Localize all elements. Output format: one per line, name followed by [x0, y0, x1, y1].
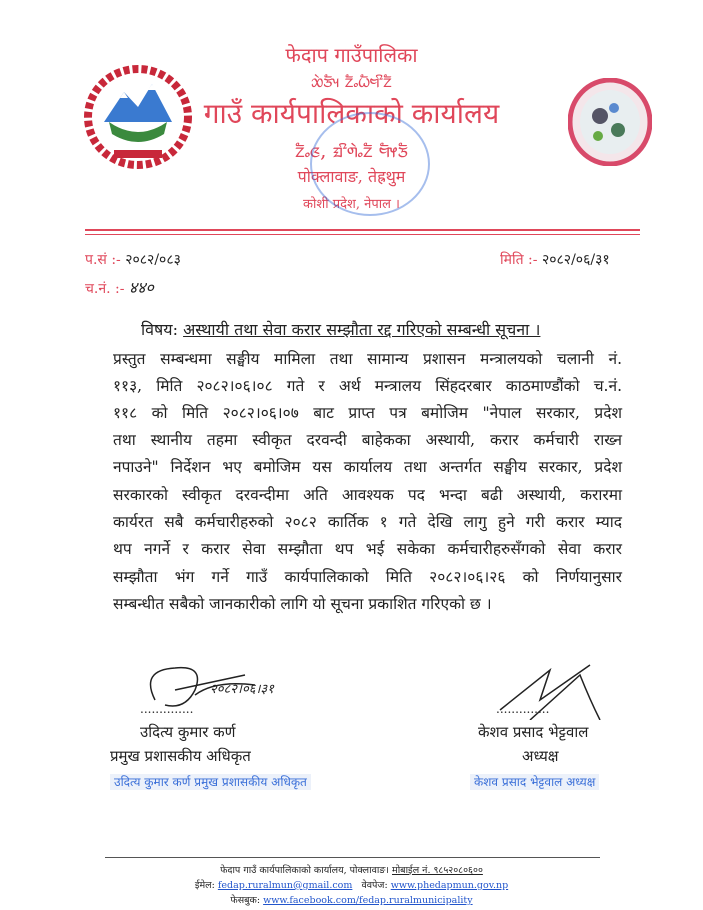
org-name: फेदाप गाउँपालिका — [285, 43, 418, 67]
office-title-limbu: ᤁᤠᤱᤜ, ᤀᤡᤛᤧᤱᤁᤠ ᤗᤠᤶᤍᤠ — [295, 138, 408, 162]
signature-left — [110, 660, 350, 810]
signature-right — [470, 660, 670, 810]
office-seal — [310, 112, 430, 216]
body-line: सम्झौता भंग गर्ने गाउँ कार्यपालिकाको मिति २०८२।०६।२६ को निर्णयानुसार — [113, 568, 622, 586]
footer-facebook — [0, 894, 703, 907]
web-label: वेवपेज: — [361, 880, 388, 891]
letter-date — [500, 250, 610, 269]
footer-mobile: मोबाईल नं. ९८५२०८०६०० — [392, 865, 483, 876]
patra-sankhya-label: प.सं :- — [85, 252, 121, 268]
email-label: ईमेल: — [194, 880, 215, 891]
chalani-label: च.नं. :- — [85, 281, 125, 297]
body-line: प्रस्तुत सम्बन्धमा सङ्घीय मामिला तथा सामान्य प्रशासन मन्त्रालयको चलानी नं. — [113, 350, 622, 368]
name-stamp: उदित्य कुमार कर्ण प्रमुख प्रशासकीय अधिकृत — [110, 774, 311, 790]
body-line: सरकारको स्वीकृत दरवन्दीमा अति आवश्यक पद भन्दा बढी अस्थायी, करारमा — [113, 486, 622, 504]
email-link[interactable]: fedap.ruralmun@gmail.com — [217, 880, 353, 891]
body-line: थप नगर्ने र करार सेवा सम्झौता थप भई सकेका कर्मचारीहरुसँगको सेवा करार — [113, 540, 622, 558]
signatory-name: उदित्य कुमार कर्ण — [140, 723, 236, 741]
patra-sankhya-value: २०८२/०८३ — [125, 252, 181, 268]
patra-sankhya — [85, 250, 181, 269]
name-stamp: केशव प्रसाद भेट्टवाल अध्यक्ष — [470, 774, 599, 790]
date-value: २०८२/०६/३१ — [541, 252, 610, 268]
signature-dots: .............. — [496, 702, 550, 716]
body-line: कार्यरत सबै कर्मचारीहरुको २०८२ कार्तिक १ गते देखि लागु हुने गरी करार म्याद — [113, 513, 622, 531]
chalani-number — [85, 276, 154, 298]
body-line: नपाउने" निर्देशन भए बमोजिम यस कार्यालय तथा अन्तर्गत सङ्घीय सरकार, प्रदेश — [113, 458, 622, 476]
facebook-label: फेसबुक: — [230, 895, 261, 906]
subject-text: अस्थायी तथा सेवा करार सम्झौता रद्द गरिएको सम्बन्धी सूचना । — [183, 320, 541, 339]
body-line: ११८ को मिति २०८२।०६।०७ बाट प्राप्त पत्र बमोजिम "नेपाल सरकार, प्रदेश — [113, 404, 622, 422]
province: कोशी प्रदेश, नेपाल । — [303, 197, 400, 212]
footer-divider — [105, 857, 600, 858]
date-label: मिति :- — [500, 252, 538, 268]
facebook-link[interactable]: www.facebook.com/fedap.ruralmunicipality — [263, 895, 473, 906]
header-divider-top — [85, 229, 640, 231]
signatory-title: अध्यक्ष — [522, 747, 559, 765]
subject-label: विषय: — [141, 320, 178, 339]
address: पोक्लावाङ, तेह्रथुम — [297, 167, 406, 186]
footer-office: फेदाप गाउँ कार्यपालिकाको कार्यालय, पोक्लावाङ। — [220, 865, 389, 876]
org-name-limbu: ᤑᤧᤍᤠᤵ ᤁᤠᤱᤐᤠᤗᤡᤁᤠ — [311, 71, 392, 92]
signature-dots: .............. — [140, 702, 194, 716]
handwritten-date: २०८२।०६।३१ — [210, 682, 274, 697]
body-line: सम्बन्धीत सबैको जानकारीको लागि यो सूचना प्रकाशित गरिएको छ । — [113, 595, 492, 613]
signatory-name: केशव प्रसाद भेट्टवाल — [478, 723, 589, 741]
website-link[interactable]: www.phedapmun.gov.np — [390, 880, 509, 891]
signatory-title: प्रमुख प्रशासकीय अधिकृत — [110, 747, 251, 765]
body-line: ११३, मिति २०८२।०६।०८ गते र अर्थ मन्त्रालय सिंहदरबार काठमाण्डौंको च.नं. — [113, 377, 622, 395]
subject-line — [141, 318, 540, 340]
body-line: तथा स्थानीय तहमा स्वीकृत दरवन्दी बाहेकका अस्थायी, करार कर्मचारी राख्न — [113, 431, 622, 449]
office-title: गाउँ कार्यपालिकाको कार्यालय — [203, 97, 500, 130]
header-divider-bottom — [85, 234, 640, 235]
footer-contact — [0, 879, 703, 892]
chalani-value: ४४० — [128, 278, 154, 297]
footer-address — [0, 864, 703, 877]
